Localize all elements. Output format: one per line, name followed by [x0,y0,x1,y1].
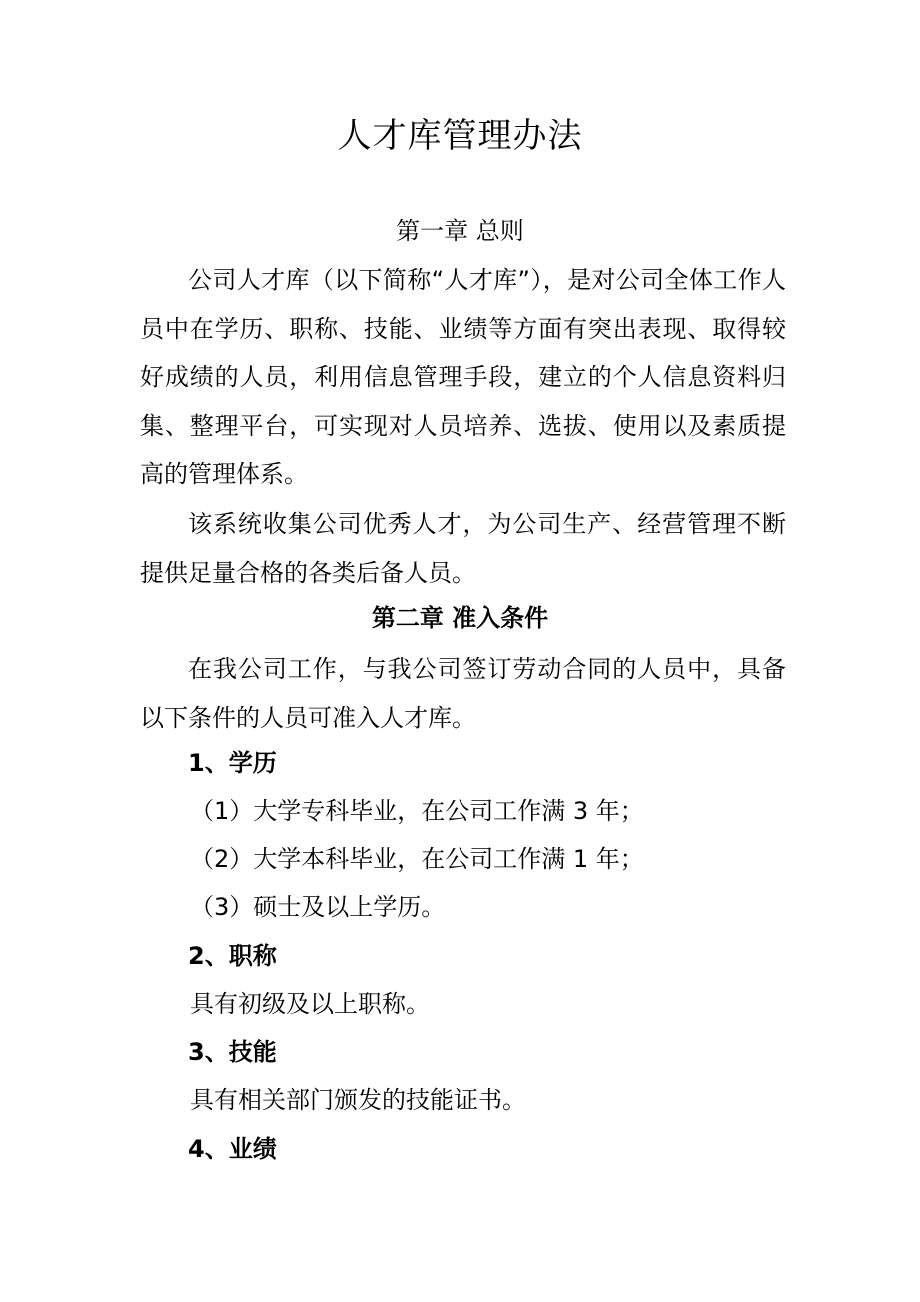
chapter1-heading: 第一章 总则 [396,217,524,245]
section1-item: （1）大学专科毕业，在公司工作满 3 年； [190,797,644,825]
section2-text: 具有初级及以上职称。 [190,990,430,1018]
chapter1-paragraph2: 该系统收集公司优秀人才，为公司生产、经营管理不断提供足量合格的各类后备人员。 [140,510,786,587]
section2-heading: 2、职称 [188,942,277,970]
section1-heading: 1、学历 [188,749,277,777]
chapter1-paragraph1: 公司人才库（以下简称“人才库”），是对公司全体工作人员中在学历、职称、技能、业绩等方面有突出表现、取得较好成绩的人员，利用信息管理手段，建立的个人信息资料归集、整理平台，可实现对人员培养、选拔、使用以及素质提高的管理体系。 [140,266,786,488]
section1-item: （3）硕士及以上学历。 [190,893,446,921]
section3-heading: 3、技能 [188,1038,277,1066]
section1-item: （2）大学本科毕业，在公司工作满 1 年； [190,845,644,873]
section4-heading: 4、业绩 [188,1135,277,1163]
chapter2-intro: 在我公司工作，与我公司签订劳动合同的人员中，具备以下条件的人员可准入人才库。 [140,655,786,732]
chapter2-heading: 第二章 准入条件 [371,604,549,632]
document-title: 人才库管理办法 [337,116,583,156]
section3-text: 具有相关部门颁发的技能证书。 [190,1086,526,1114]
